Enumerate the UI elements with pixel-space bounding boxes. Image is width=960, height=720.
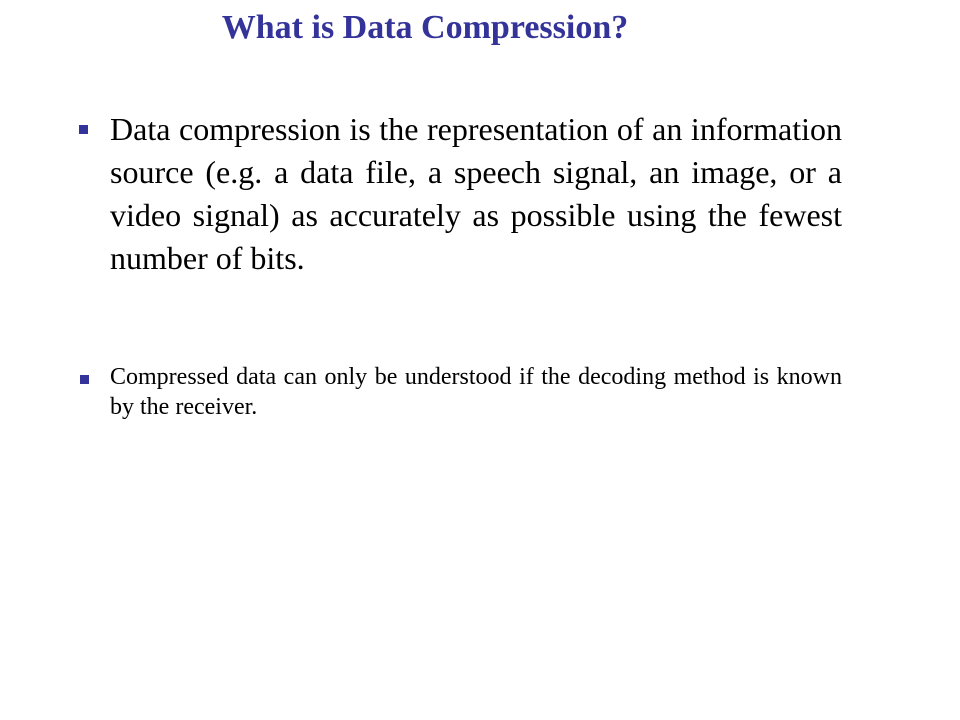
- bullet-text: Data compression is the representation of an information source (e.g. a data file, a speech signal, an image, or a video signal) as accurately as possible using the fewest number of bits.: [110, 111, 842, 276]
- square-bullet-icon: [79, 125, 88, 134]
- square-bullet-icon: [80, 375, 89, 384]
- slide-title: What is Data Compression?: [221, 9, 629, 46]
- bullet-text: Compressed data can only be understood if the decoding method is known by the receiver.: [110, 364, 842, 420]
